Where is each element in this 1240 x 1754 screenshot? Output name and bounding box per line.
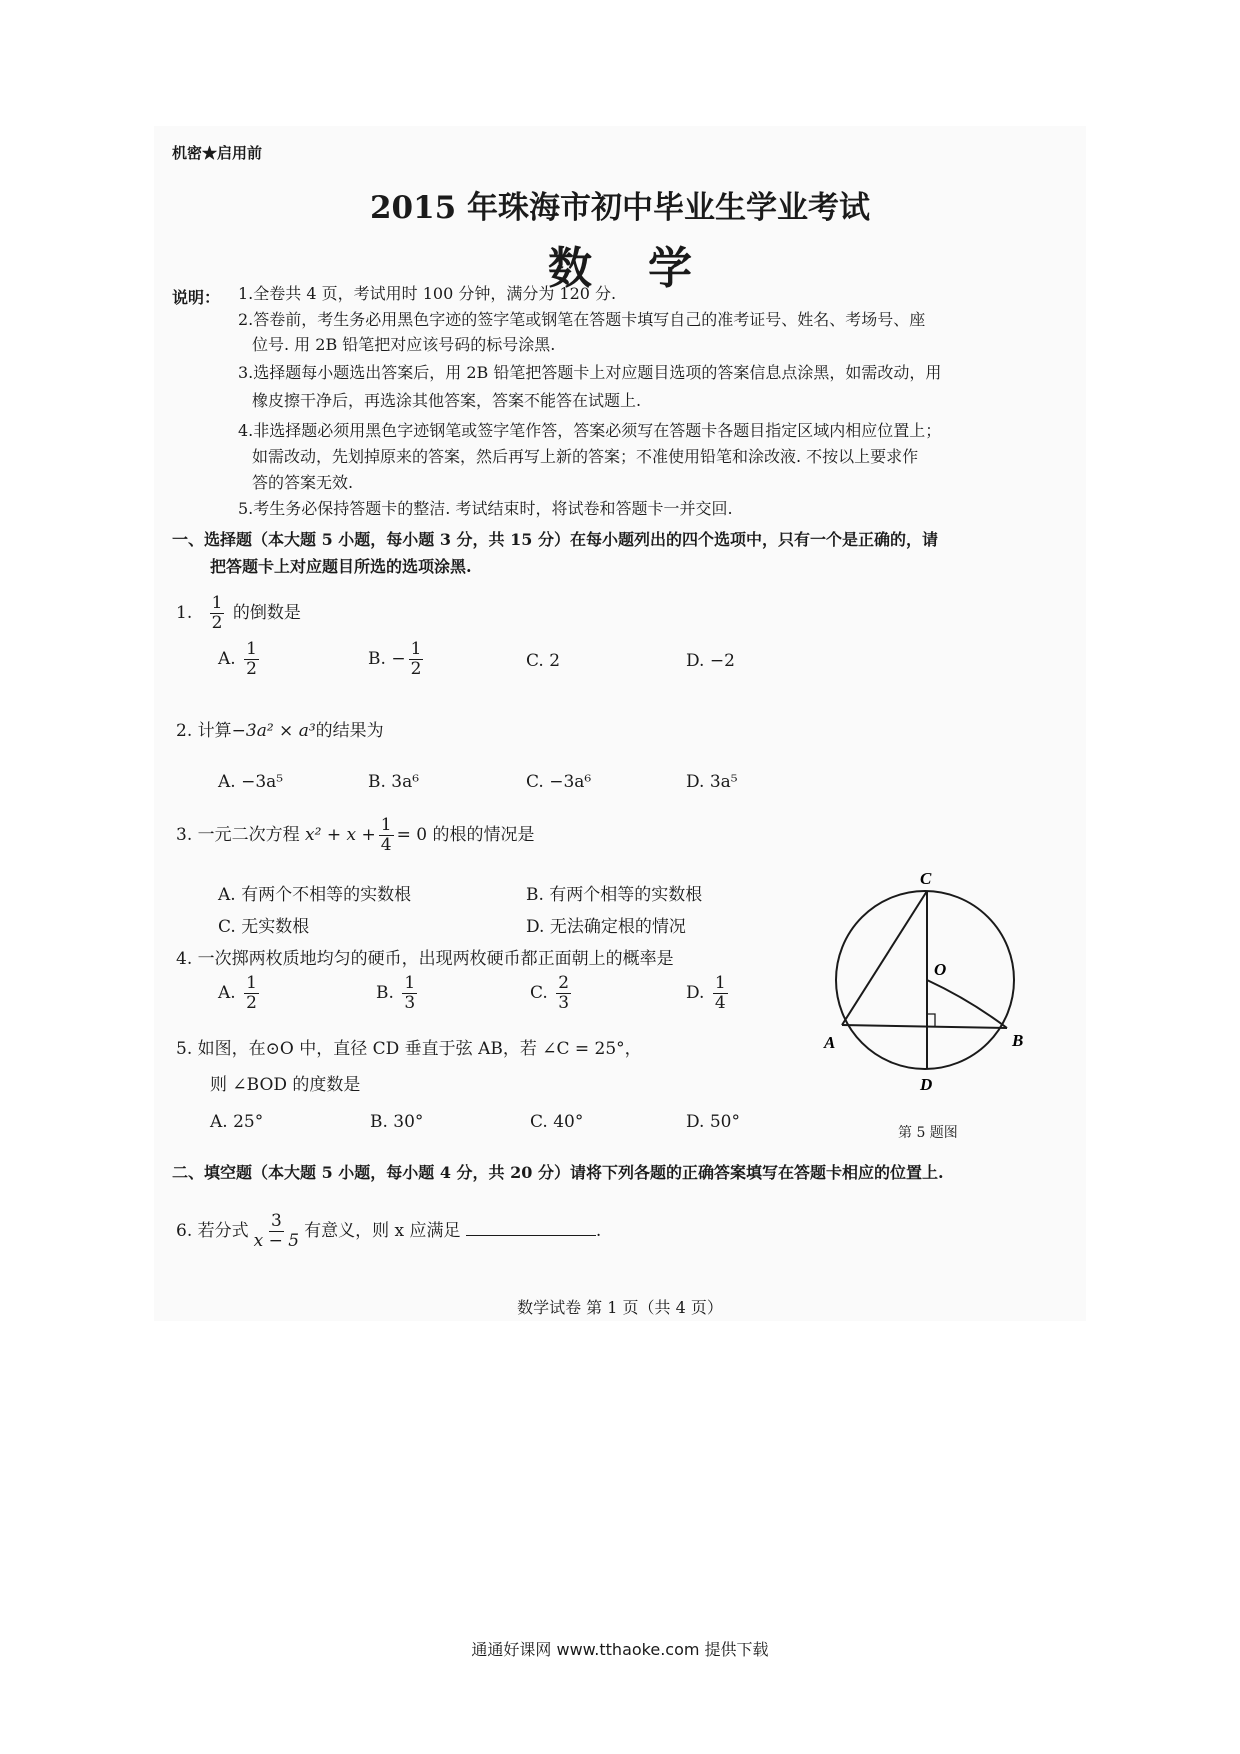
instruction-1: 1.全卷共 4 页，考试用时 100 分钟，满分为 120 分. [238, 284, 617, 303]
question-6: 6. 若分式 $\frac{3}{x - 5}$ 有意义，则 x 应满足 . [176, 1211, 602, 1251]
question-text: 的倒数是 [232, 603, 301, 623]
label-d: D [920, 1075, 933, 1092]
q1-option-b: B. − $\frac{1}{2}$ [368, 639, 422, 679]
q5-option-d: D. 50° [686, 1112, 740, 1132]
source-credit: 通通好课网 www.tthaoke.com 提供下载 [471, 1640, 769, 1659]
instruction-3-cont: 橡皮擦干净后，再选涂其他答案，答案不能答在试题上. [252, 391, 642, 410]
instruction-4: 4.非选择题必须用黑色字迹钢笔或签字笔作答，答案必须写在答题卡各题目指定区域内相应位置上； [238, 421, 942, 440]
label-c: C [920, 869, 932, 888]
segment-ob [927, 980, 1007, 1028]
segment-ca [842, 891, 927, 1025]
q3-option-d: D. 无法确定根的情况 [526, 917, 686, 937]
q3-option-c: C. 无实数根 [218, 917, 310, 937]
question-2: 2. 计算−3a² × a³的结果为 [176, 721, 384, 741]
exam-title: 2015 年珠海市初中毕业生学业考试 [369, 190, 871, 226]
circle-diagram [820, 862, 1030, 1092]
q2-option-a: A. −3a⁵ [218, 772, 284, 792]
q4-option-a: A. $\frac{1}{2}$ [218, 973, 257, 1013]
q5-option-a: A. 25° [210, 1112, 264, 1132]
q1-option-c: C. 2 [526, 651, 561, 671]
instruction-4-cont2: 答的答案无效. [252, 473, 354, 492]
q2-option-d: D. 3a⁵ [686, 772, 738, 792]
instruction-2: 2.答卷前，考生务必用黑色字迹的签字笔或钢笔在答题卡填写自己的准考证号、姓名、考场号、座 [238, 310, 926, 329]
q2-option-b: B. 3a⁶ [368, 772, 420, 792]
question-4: 4. 一次掷两枚质地均匀的硬币，出现两枚硬币都正面朝上的概率是 [176, 949, 674, 969]
q1-option-a: A. $\frac{1}{2}$ [218, 639, 257, 679]
q5-option-c: C. 40° [530, 1112, 584, 1132]
q5-option-b: B. 30° [370, 1112, 424, 1132]
label-o: O [934, 960, 947, 979]
q1-option-d: D. −2 [686, 651, 735, 671]
answer-blank[interactable] [466, 1221, 596, 1236]
q4-option-d: D. $\frac{1}{4}$ [686, 973, 726, 1013]
label-a: A [824, 1033, 836, 1052]
right-angle-mark [927, 1014, 935, 1027]
q2-option-c: C. −3a⁶ [526, 772, 592, 792]
confidential-label: 机密★启用前 [172, 144, 263, 162]
question-1 [176, 594, 301, 633]
question-3: 3. 一元二次方程 x² + x + $\frac{1}{4}$ = 0 的根的情况是 [176, 815, 535, 855]
page-footer: 数学试卷 第 1 页（共 4 页） [517, 1298, 723, 1317]
instruction-2-cont: 位号. 用 2B 铅笔把对应该号码的标号涂黑. [252, 335, 556, 354]
subject-title: 数学 [548, 243, 748, 294]
instruction-4-cont: 如需改动，先划掉原来的答案，然后再写上新的答案；不准使用铅笔和涂改液. 不按以上要求作 [252, 447, 919, 466]
q4-option-b: B. $\frac{1}{3}$ [376, 973, 416, 1013]
fraction: $\frac{1}{2}$ [211, 593, 223, 633]
q4-option-c: C. $\frac{2}{3}$ [530, 973, 570, 1013]
instructions-label: 说明： [172, 288, 221, 307]
question-number: 1. [176, 603, 193, 623]
label-b: B [1012, 1031, 1024, 1050]
chord-ab [842, 1025, 1007, 1028]
section-2-heading: 二、填空题（本大题 5 小题，每小题 4 分，共 20 分）请将下列各题的正确答案填写在答题卡相应的位置上. [172, 1163, 944, 1182]
instruction-5: 5.考生务必保持答题卡的整洁. 考试结束时，将试卷和答题卡一并交回. [238, 499, 733, 518]
section-1-heading-cont: 把答题卡上对应题目所选的选项涂黑. [210, 557, 472, 576]
section-1-heading: 一、选择题（本大题 5 小题，每小题 3 分，共 15 分）在每小题列出的四个选项中，只有一个是正确的，请 [172, 530, 938, 549]
instruction-3: 3.选择题每小题选出答案后，用 2B 铅笔把答题卡上对应题目选项的答案信息点涂黑，如需改动，用 [238, 363, 942, 382]
question-5: 5. 如图，在⊙O 中，直径 CD 垂直于弦 AB，若 ∠C = 25°， [176, 1039, 642, 1059]
figure-caption: 第 5 题图 [898, 1125, 958, 1141]
circle-o [836, 891, 1014, 1069]
q3-option-b: B. 有两个相等的实数根 [526, 885, 703, 905]
q3-option-a: A. 有两个不相等的实数根 [218, 885, 412, 905]
question-5-cont: 则 ∠BOD 的度数是 [210, 1075, 361, 1095]
